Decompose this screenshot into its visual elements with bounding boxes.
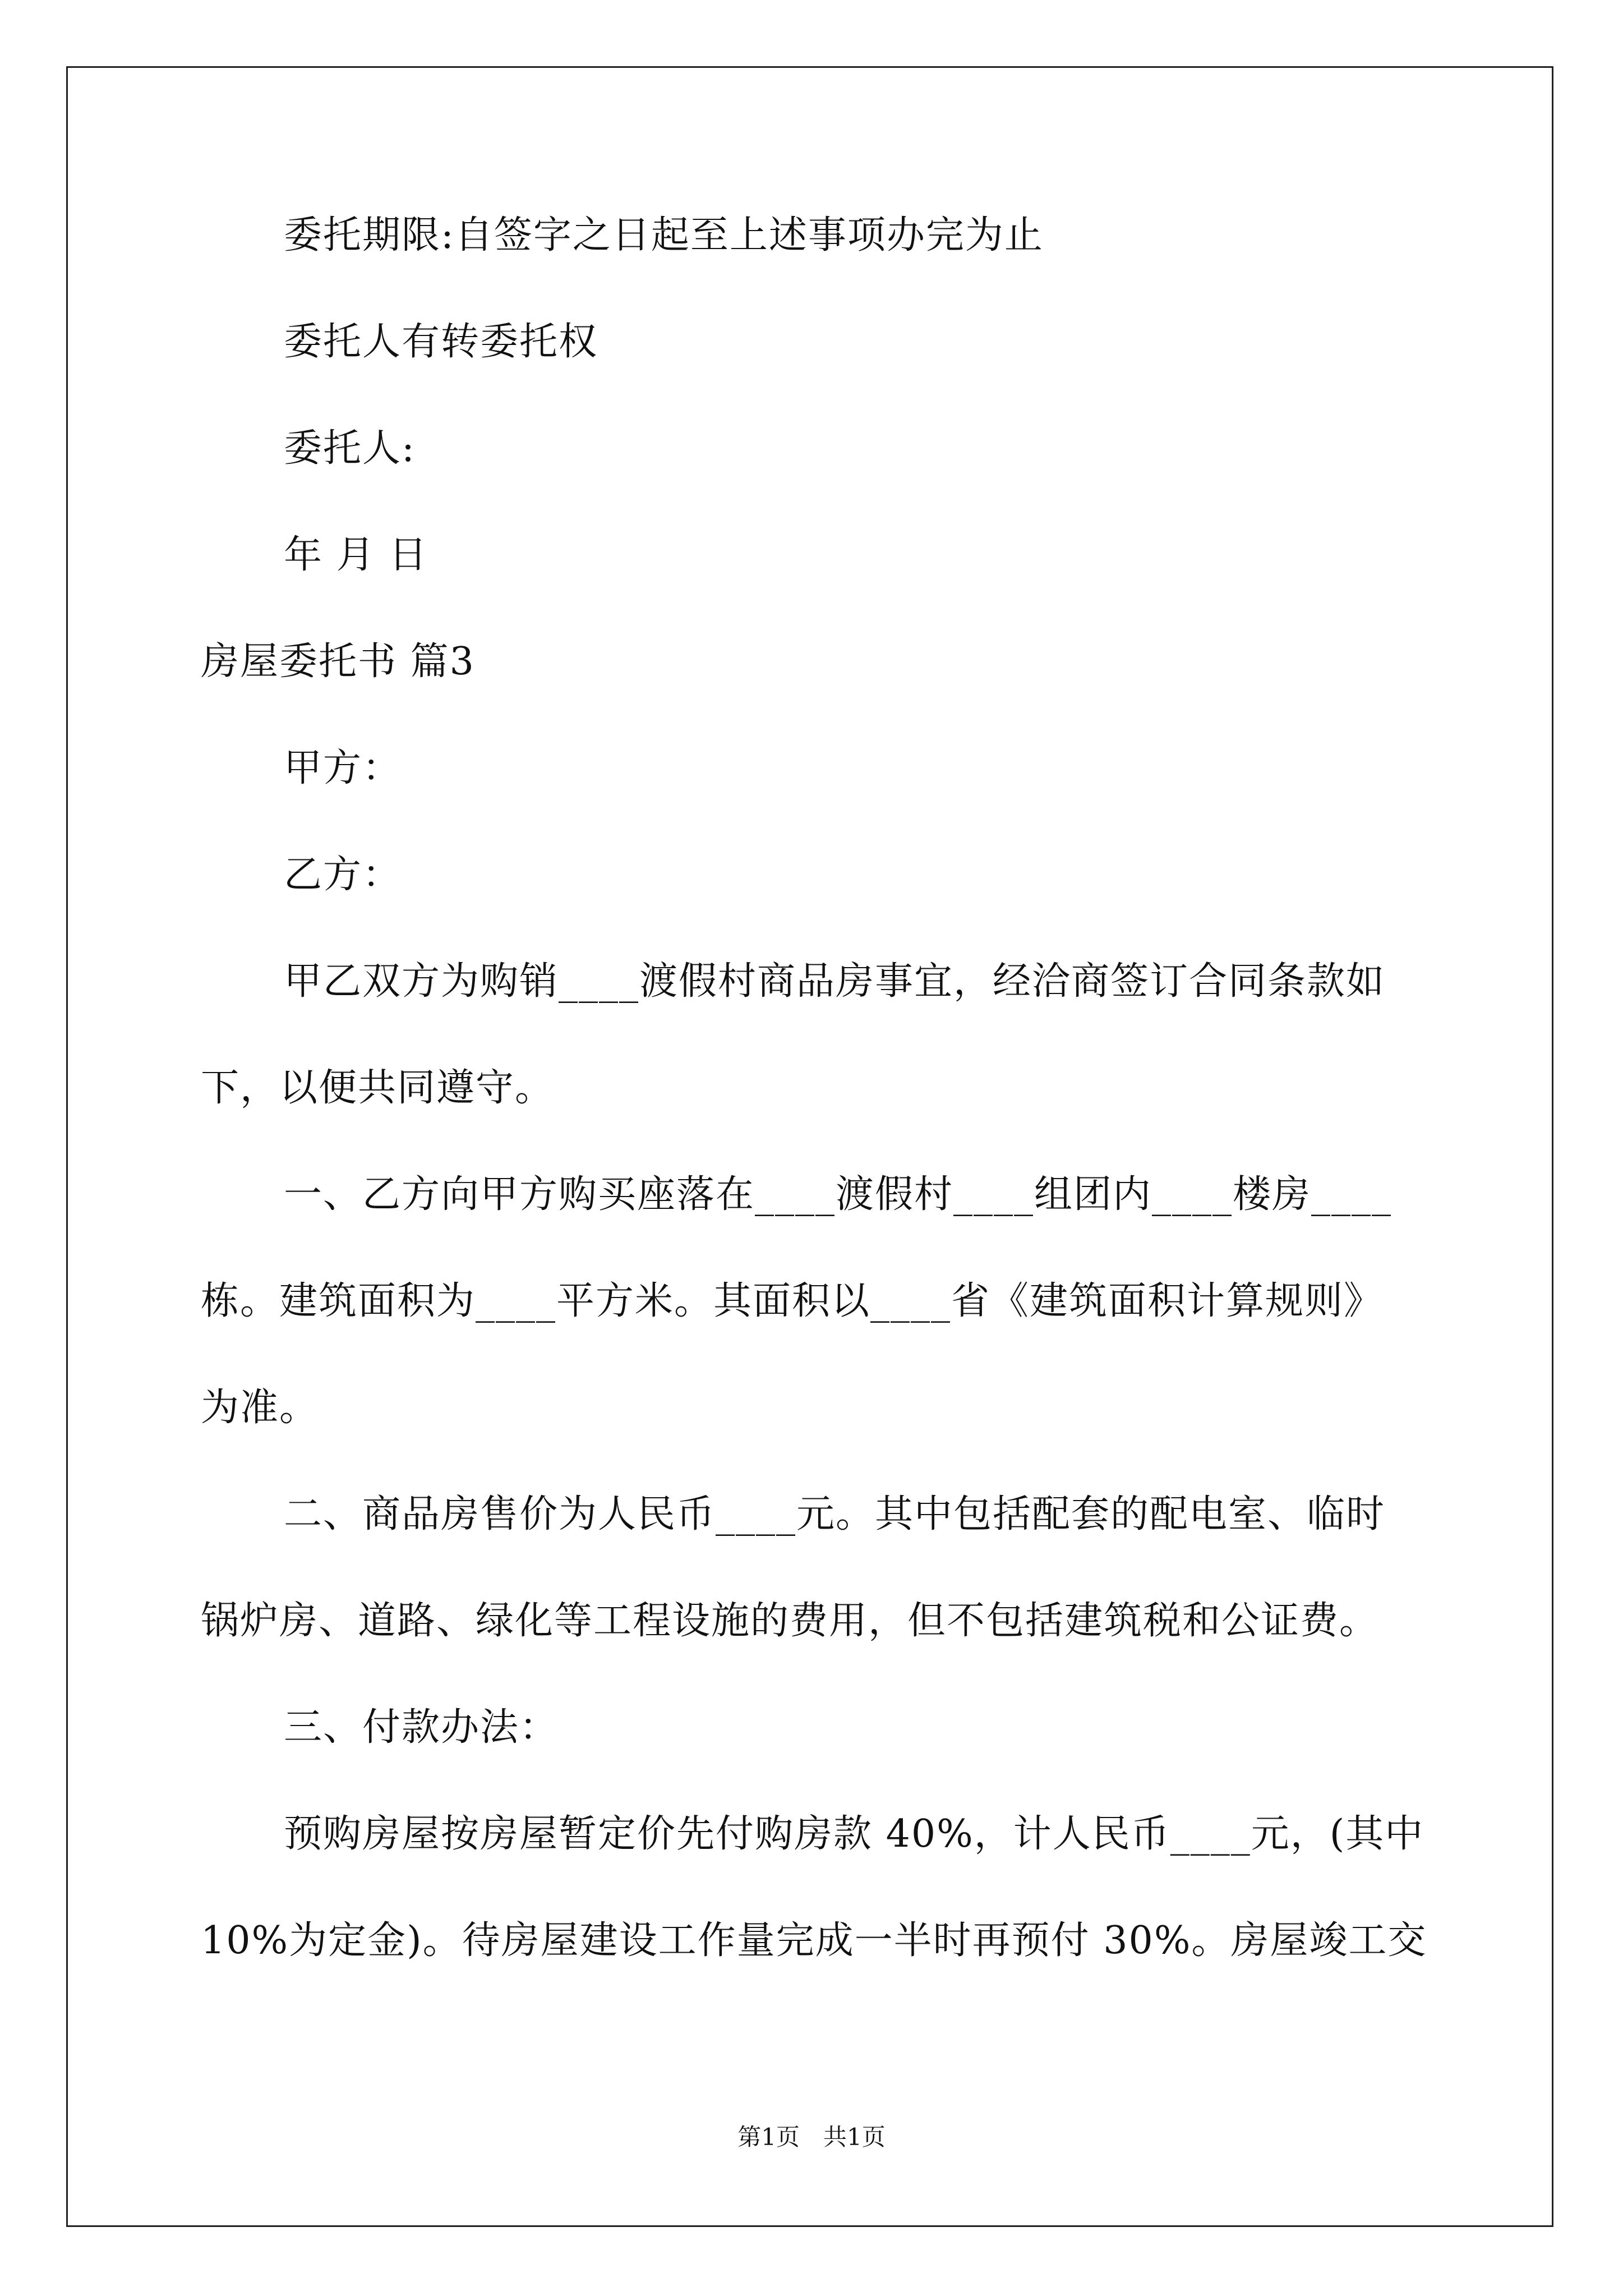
text-line: 甲乙双方为购销____渡假村商品房事宜，经洽商签订合同条款如 — [284, 959, 1386, 1004]
page-border — [66, 66, 1553, 2227]
text-line: 委托期限:自签字之日起至上述事项办完为止 — [284, 213, 1044, 257]
text-line: 为准。 — [201, 1386, 319, 1430]
section-title: 房屋委托书 篇3 — [201, 639, 475, 684]
text-line: 委托人: — [284, 426, 416, 471]
text-line: 甲方： — [284, 746, 402, 790]
text-line: 下，以便共同遵守。 — [201, 1066, 555, 1110]
text-line: 委托人有转委托权 — [284, 320, 598, 364]
text-line: 年 月 日 — [284, 533, 428, 577]
text-line: 二、商品房售价为人民币____元。其中包括配套的配电室、临时 — [284, 1492, 1386, 1536]
text-line: 锅炉房、道路、绿化等工程设施的费用，但不包括建筑税和公证费。 — [201, 1599, 1379, 1643]
text-line: 三、付款办法： — [284, 1705, 559, 1750]
text-line: 预购房屋按房屋暂定价先付购房款 40%，计人民币____元，(其中 — [284, 1812, 1424, 1856]
page-footer: 第1页 共1页 — [737, 2123, 886, 2151]
text-line: 乙方： — [284, 853, 402, 897]
text-line: 栋。建筑面积为____平方米。其面积以____省《建筑面积计算规则》 — [201, 1279, 1384, 1323]
text-line: 10%为定金)。待房屋建设工作量完成一半时再预付 30%。房屋竣工交 — [201, 1918, 1427, 1963]
text-line: 一、乙方向甲方购买座落在____渡假村____组团内____楼房____ — [284, 1172, 1393, 1217]
